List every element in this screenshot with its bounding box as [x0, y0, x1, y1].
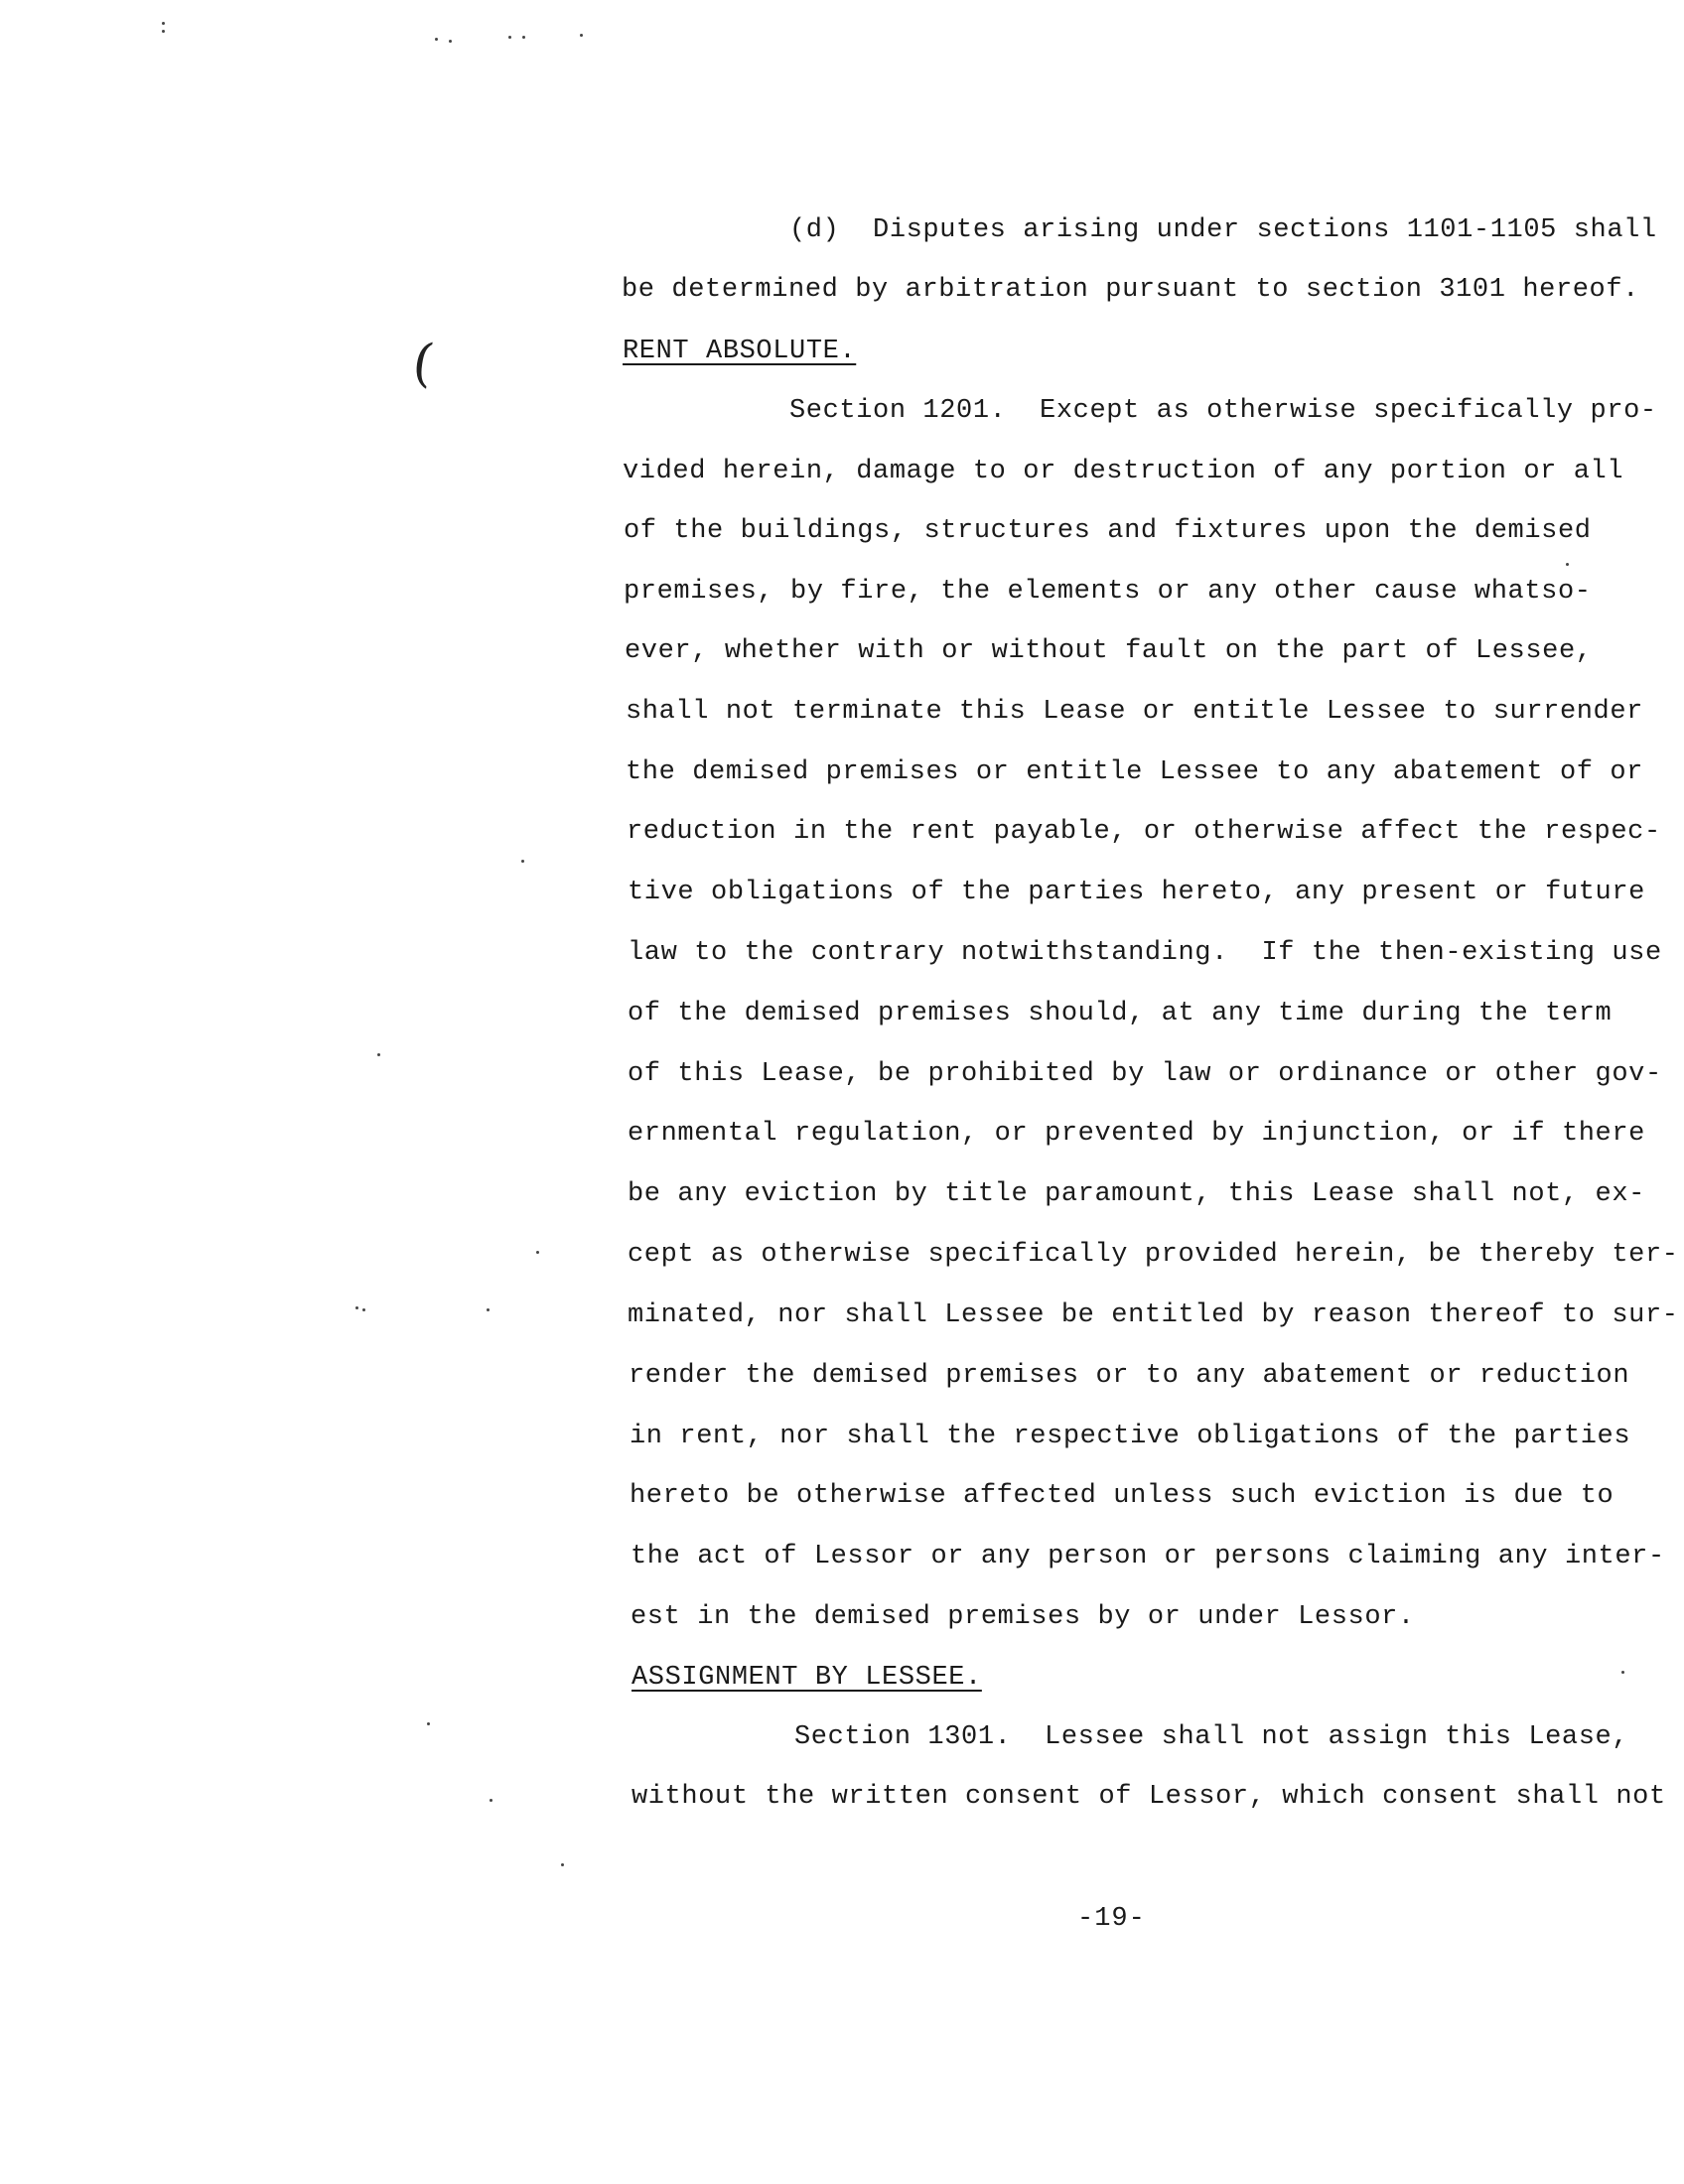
scan-speck [162, 30, 165, 33]
text-line: the demised premises or entitle Lessee to any abatement of or [626, 757, 1643, 787]
text-line: est in the demised premises by or under Lessor. [631, 1602, 1415, 1632]
text-line: the act of Lessor or any person or persons claiming any inter- [631, 1542, 1665, 1571]
scan-speck [1566, 563, 1569, 566]
scan-speck [487, 1308, 490, 1311]
scan-speck [427, 1722, 430, 1725]
text-line: law to the contrary notwithstanding. If the then-existing use [628, 938, 1662, 968]
scan-speck [435, 38, 438, 41]
text-line: (d) Disputes arising under sections 1101-1105 shall [789, 215, 1657, 245]
text-line: of the demised premises should, at any time during the term [628, 999, 1613, 1028]
section-heading: ASSIGNMENT BY LESSEE. [632, 1663, 982, 1693]
text-line: minated, nor shall Lessee be entitled by reason thereof to sur- [628, 1300, 1679, 1330]
scan-speck [580, 34, 583, 37]
text-line: without the written consent of Lessor, which consent shall not [632, 1782, 1666, 1812]
scan-speck [521, 860, 524, 863]
text-line: Section 1301. Lessee shall not assign this Lease, [794, 1722, 1629, 1752]
text-line: tive obligations of the parties hereto, any present or future [628, 878, 1645, 907]
text-line: be determined by arbitration pursuant to section 3101 hereof. [622, 275, 1639, 305]
scan-speck [377, 1053, 380, 1056]
text-line: hereto be otherwise affected unless such eviction is due to [630, 1481, 1614, 1511]
text-line: in rent, nor shall the respective obligations of the parties [630, 1422, 1631, 1451]
scan-speck [536, 1251, 539, 1254]
text-line: Section 1201. Except as otherwise specifically pro- [789, 396, 1657, 426]
scan-mark: ( [408, 332, 438, 395]
scan-speck [490, 1799, 492, 1802]
text-line: render the demised premises or to any abatement or reduction [629, 1361, 1630, 1391]
section-heading: RENT ABSOLUTE. [623, 337, 857, 366]
text-line: reduction in the rent payable, or otherwise affect the respec- [627, 817, 1661, 847]
scan-speck [362, 1308, 365, 1311]
scan-speck [508, 36, 511, 39]
text-line: premises, by fire, the elements or any other cause whatso- [624, 577, 1592, 607]
scan-speck [561, 1863, 564, 1866]
text-line: vided herein, damage to or destruction of any portion or all [623, 457, 1624, 486]
scan-speck [522, 36, 525, 39]
text-line: ernmental regulation, or prevented by injunction, or if there [628, 1119, 1645, 1149]
text-line: of the buildings, structures and fixtures upon the demised [624, 516, 1592, 546]
text-line: shall not terminate this Lease or entitle Lessee to surrender [626, 697, 1643, 727]
scan-speck [1621, 1671, 1624, 1674]
text-line: be any eviction by title paramount, this Lease shall not, ex- [628, 1179, 1645, 1209]
scan-speck [449, 40, 452, 43]
text-line: ever, whether with or without fault on the part of Lessee, [625, 636, 1593, 666]
text-line: of this Lease, be prohibited by law or ordinance or other gov- [628, 1059, 1662, 1089]
text-line: cept as otherwise specifically provided herein, be thereby ter- [628, 1240, 1679, 1270]
page-number: -19- [1077, 1904, 1146, 1934]
scan-speck [162, 22, 165, 25]
scan-speck [355, 1306, 358, 1309]
